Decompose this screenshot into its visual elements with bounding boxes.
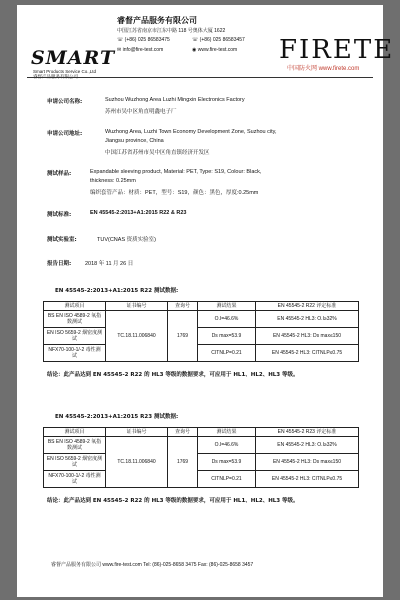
col-header: 查询号 xyxy=(168,302,198,311)
applicant-en: Suzhou Wuzhong Area Luzhi Mingxin Electronics Factory xyxy=(105,97,245,103)
criteria: EN 45545-2 HL3: O.I≥32% xyxy=(256,437,359,454)
company-tel: ☏ (+86) 025 86583475 xyxy=(117,37,170,43)
table-row xyxy=(44,328,359,345)
fax-value: (+86) 025 86583457 xyxy=(199,37,245,43)
table-row xyxy=(44,311,359,328)
company-web: ◉ www.fire-test.com xyxy=(192,47,238,53)
col-header: EN 45545-2 R22 评定标准 xyxy=(256,302,359,311)
test-item: NFX70-100-1/-2 毒性测试 xyxy=(44,471,106,488)
company-address: 中国江苏省南京市江东中路 118 号奥体大厦 1622 xyxy=(117,28,226,34)
col-header: 测试结果 xyxy=(198,428,256,437)
date-label: 报告日期: xyxy=(47,261,72,267)
col-header: 测试项目 xyxy=(44,428,106,437)
lab-label: 测试实验室: xyxy=(47,237,77,243)
lab-value: TUV(CNAS 资质实验室) xyxy=(97,237,156,243)
standard-label: 测试标准: xyxy=(47,212,72,218)
applicant-cn: 苏州市吴中区角直明鑫电子厂 xyxy=(105,109,177,115)
r22-results-table xyxy=(43,301,359,362)
table-row xyxy=(44,437,359,454)
firete-logo: FIRETE xyxy=(279,35,395,65)
test-item: EN ISO 5659-2 烟密度测试 xyxy=(44,454,106,471)
table2-caption: EN 45545-2:2013+A1:2015 R23 测试数据: xyxy=(55,414,179,420)
address-en-1: Wuzhong Area, Luzhi Town Economy Development Zone, Suzhou city, xyxy=(105,129,277,135)
applicant-label: 申请公司名称: xyxy=(47,99,83,105)
criteria: EN 45545-2 HL3: O.I≥32% xyxy=(256,311,359,328)
test-item: EN ISO 5659-2 烟密度测试 xyxy=(44,328,106,345)
web-value: www.fire-test.com xyxy=(197,47,238,53)
certificate-number: TC.18.11.006840 xyxy=(106,311,168,362)
certificate-number: TC.18.11.006840 xyxy=(106,437,168,488)
address-en-2: Jiangsu province, China xyxy=(105,138,164,144)
address-label: 申请公司地址: xyxy=(47,131,83,137)
test-result: CITNLP=0.21 xyxy=(198,345,256,362)
sample-cn: 编织套管产品：材质：PET，型号：S19，颜色：黑色，厚度:0.25mm xyxy=(90,190,259,196)
table2-conclusion: 结论：此产品达到 EN 45545-2 R22 的 HL3 等级的数据要求，可应用于 HL1、HL2、HL3 等级。 xyxy=(47,498,299,504)
test-item: BS EN ISO 4589-2 氧指数测试 xyxy=(44,437,106,454)
col-header: 证书编号 xyxy=(106,428,168,437)
test-result: Ds max=53.9 xyxy=(198,328,256,345)
smart-logo: SMART xyxy=(31,47,116,69)
table-row xyxy=(44,471,359,488)
criteria: EN 45545-2 HL3: Ds max≤150 xyxy=(256,454,359,471)
criteria: EN 45545-2 HL3: Ds max≤150 xyxy=(256,328,359,345)
table-header-row xyxy=(44,302,359,311)
table-row xyxy=(44,454,359,471)
letterhead xyxy=(17,5,395,85)
company-email: ✉ info@fire-test.com xyxy=(117,47,164,53)
sample-en-1: Expandable sleeving product, Material: PET, Type: S19, Colour: Black, xyxy=(90,169,262,175)
standard-value: EN 45545-2:2013+A1:2015 R22 & R23 xyxy=(90,210,187,216)
query-number: 1769 xyxy=(168,311,198,362)
table1-caption: EN 45545-2:2013+A1:2015 R22 测试数据: xyxy=(55,288,179,294)
col-header: EN 45545-2 R23 评定标准 xyxy=(256,428,359,437)
smart-logo-subtitle: Smart Products Service Co.,Ltd xyxy=(33,69,97,74)
table-header-row xyxy=(44,428,359,437)
company-fax: ☏ (+86) 025 86583457 xyxy=(192,37,245,43)
criteria: EN 45545-2 HL3: CITNLP≤0.75 xyxy=(256,471,359,488)
col-header: 测试结果 xyxy=(198,302,256,311)
tel-value: (+86) 025 86583475 xyxy=(124,37,170,43)
email-value: info@fire-test.com xyxy=(122,47,164,53)
test-result: CITNLP=0.21 xyxy=(198,471,256,488)
header-divider xyxy=(27,77,373,78)
table1-conclusion: 结论：此产品达到 EN 45545-2 R22 的 HL3 等级的数据要求，可应用于 HL1、HL2、HL3 等级。 xyxy=(47,372,299,378)
test-result: O.I=46.6% xyxy=(198,437,256,454)
test-result: Ds max=53.9 xyxy=(198,454,256,471)
table-row xyxy=(44,345,359,362)
col-header: 证书编号 xyxy=(106,302,168,311)
query-number: 1769 xyxy=(168,437,198,488)
test-result: O.I=46.6% xyxy=(198,311,256,328)
company-name: 睿督产品服务有限公司 xyxy=(117,16,197,25)
sample-label: 测试样品: xyxy=(47,171,72,177)
col-header: 查询号 xyxy=(168,428,198,437)
r23-results-table xyxy=(43,427,359,488)
col-header: 测试项目 xyxy=(44,302,106,311)
test-item: NFX70-100-1/-2 毒性测试 xyxy=(44,345,106,362)
address-cn: 中国江苏省苏州市吴中区角直镇经济开发区 xyxy=(105,150,210,156)
date-value: 2018 年 11 月 26 日 xyxy=(85,261,134,267)
criteria: EN 45545-2 HL3: CITNLP≤0.75 xyxy=(256,345,359,362)
test-item: BS EN ISO 4589-2 氧指数测试 xyxy=(44,311,106,328)
firete-logo-subtitle: 中国防火网 www.firete.com xyxy=(287,66,360,72)
document-page xyxy=(17,5,395,597)
sample-en-2: thickness: 0.25mm xyxy=(90,178,136,184)
footer-contact: 睿督产品服务有限公司 www.fire-test.com Tel: (86)-025-8658 3475 Fax: (86)-025-8658 3457 xyxy=(51,562,254,568)
